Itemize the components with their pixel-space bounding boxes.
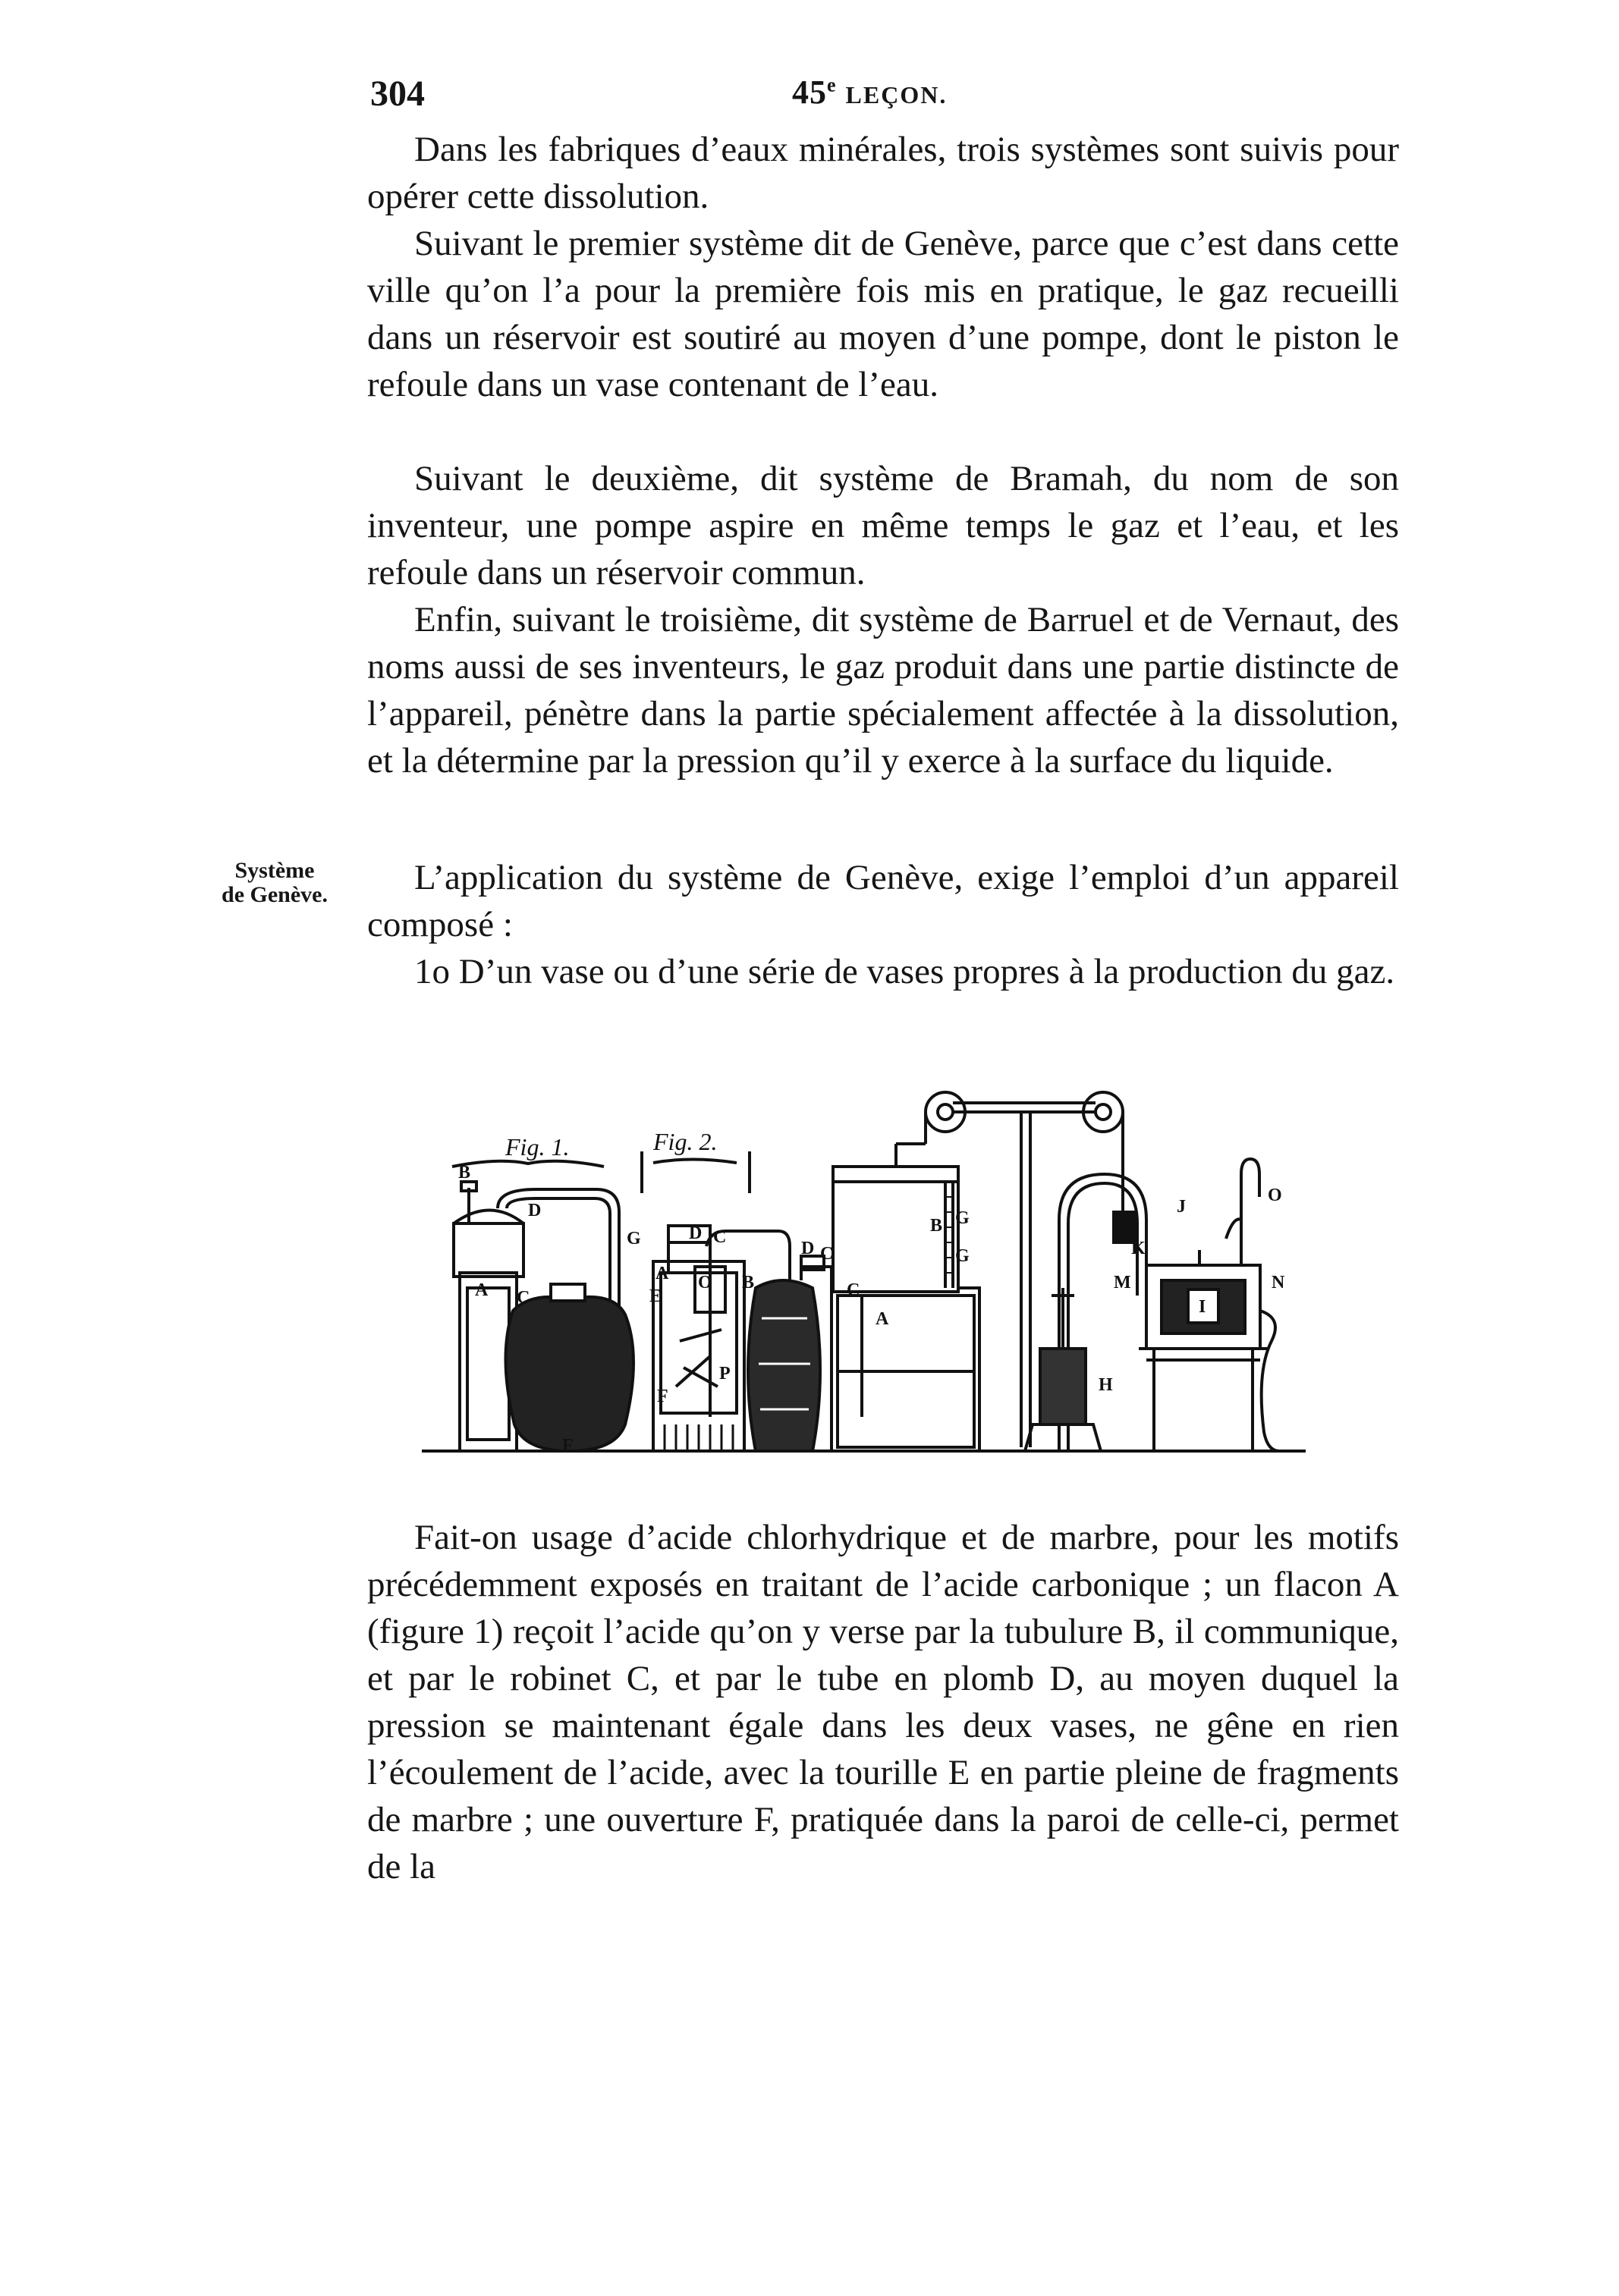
label-K: K [1131,1239,1146,1258]
margin-note-line-1: Système [234,858,315,883]
label-O: O [1268,1186,1282,1205]
label-B-reservoir: B [930,1216,943,1236]
label-F-fig2: F [657,1387,668,1406]
label-A-reservoir: A [876,1309,889,1329]
label-B-fig1: B [458,1163,471,1183]
label-G-fig1: G [627,1229,641,1249]
paragraph-2: Suivant le premier système dit de Genève, parce que c’est dans cette ville qu’on l’a pour la première fois mis en pratique, le gaz recueilli dans un réservoir est soutiré au moyen d’une pompe, dont le piston le refoule dans un vase contenant de l’eau. [367,224,1399,404]
label-A-fig1: A [475,1280,489,1300]
page-number: 304 [370,74,425,114]
lesson-word: LEÇON. [845,81,948,108]
label-D-fig1: D [528,1201,542,1220]
label-N: N [1272,1273,1285,1292]
label-E-fig2: E [649,1286,662,1306]
fig1-caption: Fig. 1. [505,1133,570,1161]
label-C-reservoir: C [847,1280,860,1300]
margin-note-line-2: de Genève. [222,882,328,907]
label-D-fig2: D [689,1223,703,1243]
label-D-barrel: D [801,1239,815,1258]
running-header [370,73,1396,118]
label-C-fig1: C [517,1288,530,1308]
label-C-barrel: C [820,1244,834,1264]
paragraph-5: L’application du système de Genève, exige l’emploi d’un appareil composé : [367,858,1399,944]
running-title [792,73,947,112]
label-M: M [1114,1273,1131,1292]
paragraph-3: Suivant le deuxième, dit système de Bramah, du nom de son inventeur, une pompe aspire en même temps le gaz et l’eau, et les refoule dans un réservoir commun. [367,459,1399,592]
lesson-number: 45 [792,74,827,111]
label-J: J [1177,1197,1186,1217]
label-G-reservoir-bottom: G [955,1246,970,1266]
label-H: H [1099,1375,1113,1395]
margin-note [199,859,351,907]
label-A-fig2: A [655,1264,669,1283]
apparatus-figure [422,1068,1309,1478]
label-O-fig2: O [698,1273,712,1292]
fig2-caption: Fig. 2. [653,1128,718,1155]
label-C-fig2: C [713,1227,727,1247]
label-P-fig2: P [719,1364,731,1384]
paragraph-1: Dans les fabriques d’eaux minérales, trois systèmes sont suivis pour opérer cette dissolution. [367,130,1399,216]
label-G-reservoir-top: G [955,1208,970,1228]
label-I: I [1199,1297,1206,1317]
paragraph-7: Fait-on usage d’acide chlorhydrique et de marbre, pour les motifs précédemment exposés en traitant de l’acide carbonique ; un flacon A (figure 1) reçoit l’acide qu’on y verse par la tubulure B, il communique, et par le robinet C, et par le tube en plomb D, au moyen duquel la pression se maintenant égale dans les deux vases, ne gêne en rien l’écoulement de l’acide, avec la tourille E en partie pleine de fragments de marbre ; une ouverture F, pratiquée dans la paroi de celle-ci, permet de la [367,1518,1399,1886]
lesson-number-suffix: e [827,74,837,96]
label-B-fig2: B [742,1273,755,1292]
apparatus-illustration [422,1068,1309,1478]
paragraph-6: 1o D’un vase ou d’une série de vases propres à la production du gaz. [414,952,1395,991]
label-F-fig1: F [562,1436,574,1456]
paragraph-4: Enfin, suivant le troisième, dit système de Barruel et de Vernaut, des noms aussi de ses inventeurs, le gaz produit dans une partie distincte de l’appareil, pénètre dans la partie spécialement affectée à la dissolution, et la détermine par la pression qu’il y exerce à la surface du liquide. [367,600,1399,781]
